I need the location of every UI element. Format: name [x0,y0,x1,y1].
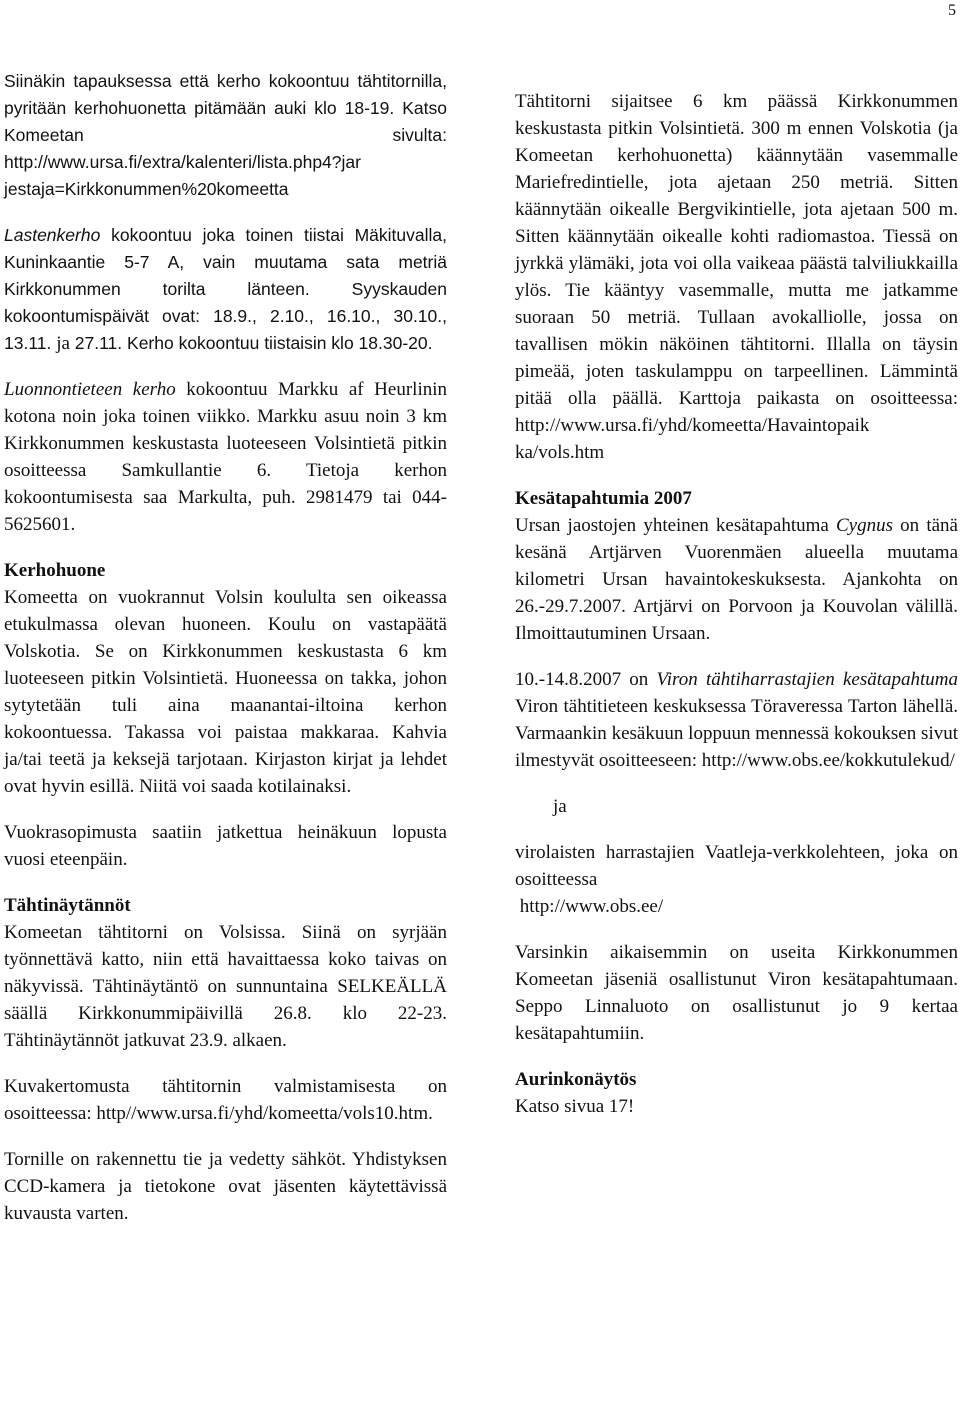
heading-kesatapahtumia: Kesätapahtumia 2007 [515,488,692,509]
paragraph-tahtinaytannot: Komeetan tähtitorni on Volsissa. Siinä on syrjään työnnettävä katto, niin että havaittaessa koko taivas on näkyvissä. Tähtinäytäntö on sunnuntaina SELKEÄLLÄ säällä Kirkkonummipäivillä 26.8. klo 22-23. Tähtinäytännöt jatkuvat 23.9. alkaen. [4,922,447,1051]
paragraph-vuokrasopimus: Vuokrasopimusta saatiin jatkettua heinäkuun lopusta vuosi eteenpäin. [4,822,447,870]
viron-kesatapahtuma-term: Viron tähtiharrastajien kesätapahtuma [656,669,958,690]
paragraph-katso-sivua: Katso sivua 17! [515,1096,635,1117]
paragraph-cygnus: Ursan jaostojen yhteinen kesätapahtuma Cygnus on tänä kesänä Artjärven Vuorenmäen alueella muutama kilometri Ursan havaintokeskuksesta. Ajankohta on 26.-29.7.2007. Artjärvi on Porvoon ja Kouvolan välillä. Ilmoittautuminen Ursaan. [515,515,958,644]
page-number: 5 [948,2,956,19]
paragraph-kerho-times: Siinäkin tapauksessa että kerho kokoontuu tähtitornilla, pyritään kerhohuonetta pitämään auki klo 18-19. Katso Komeetan sivulta: http://www.ursa.fi/extra/kalenteri/lista.php4?jar jestaja=Kirkkonummen%20komeetta [4,71,447,199]
left-column [4,68,447,1227]
luonnontieteen-kerho-term: Luonnontieteen kerho [4,379,176,400]
heading-tahtinaytannot: Tähtinäytännöt [4,895,131,916]
cygnus-term: Cygnus [836,515,893,536]
heading-kerhohuone: Kerhohuone [4,560,106,581]
paragraph-vaatleja: virolaisten harrastajien Vaatleja-verkkolehteen, joka on osoitteessa http://www.obs.ee/ [515,842,958,917]
right-column [515,88,958,1120]
paragraph-kuvakertomus: Kuvakertomusta tähtitornin valmistamisesta on osoitteessa: http//www.ursa.fi/yhd/komeetta/vols10.htm. [4,1076,447,1124]
obs-url: http://www.obs.ee/ [515,896,664,917]
lastenkerho-term: Lastenkerho [4,225,101,245]
paragraph-viron-kesatapahtuma: 10.-14.8.2007 on Viron tähtiharrastajien kesätapahtuma Viron tähtitieteen keskuksessa Töraveressa Tarton lähellä. Varmaankin kesäkuun loppuun mennessä kokouksen sivut ilmestyvät osoitteeseen: http://www.obs.ee/kokkutulekud/ [515,669,958,771]
heading-aurinkonaytos: Aurinkonäytös [515,1069,637,1090]
paragraph-ja: ja [553,796,567,817]
paragraph-kerhohuone: Komeetta on vuokrannut Volsin koululta sen oikeassa etukulmassa olevan huoneen. Koulu on vastapäätä Volskotia. Se on Kirkkonummen keskustasta 6 km luoteeseen pitkin Volsintietä. Huoneessa on takka, johon sytytetään tuli aina maanantai-iltoina kerhon kokoontuessa. Takassa voi paistaa makkaraa. Kahvia ja/tai teetä ja keksejä tarjotaan. Kirjaston kirjat ja lehdet ovat hyvin esillä. Niitä voi saada kotilainaksi. [4,587,447,797]
paragraph-lastenkerho: Lastenkerho kokoontuu joka toinen tiistai Mäkituvalla, Kuninkaantie 5-7 A, vain muutama sata metriä Kirkkonummen torilta länteen. Syyskauden kokoontumispäivät ovat: 18.9., 2.10., 16.10., 30.10., 13.11. ja 27.11. Kerho kokoontuu tiistaisin klo 18.30-20. [4,225,447,354]
paragraph-varsinkin: Varsinkin aikaisemmin on useita Kirkkonummen Komeetan jäseniä osallistunut Viron kesätapahtumaan. Seppo Linnaluoto on osallistunut jo 9 kertaa kesätapahtumiin. [515,942,958,1044]
paragraph-tornille: Tornille on rakennettu tie ja vedetty sähköt. Yhdistyksen CCD-kamera ja tietokone ovat jäsenten käytettävissä kuvausta varten. [4,1149,447,1224]
paragraph-tahtitorni-directions: Tähtitorni sijaitsee 6 km päässä Kirkkonummen keskustasta pitkin Volsintietä. 300 m ennen Volskotia (ja Komeetan kerhohuonetta) käännytään vasemmalle Mariefredintielle, jota ajetaan 250 metriä. Sitten käännytään oikealle Bergvikintielle, jota ajetaan 500 m. Sitten käännytään oikealle kohti radiomastoa. Tiessä on jyrkkä ylämäki, jota voi olla vaikeaa päästä talviliukkailla ylös. Tie kääntyy vasemmalle, mutta me jatkamme suoraan 50 metriä. Tullaan avokalliolle, jossa on tavallisen mökin näköinen tähtitorni. Illalla on täysin pimeää, joten taskulamppu on tarpeellinen. Lämmintä pitää olla päällä. Karttoja paikasta on osoitteessa: http://www.ursa.fi/yhd/komeetta/Havaintopaik ka/vols.htm [515,91,958,463]
paragraph-luonnontieteen-kerho: Luonnontieteen kerho kokoontuu Markku af Heurlinin kotona noin joka toinen viikko. Markku asuu noin 3 km Kirkkonummen keskustasta luoteeseen Volsintietä pitkin osoitteessa Samkullantie 6. Tietoja kerhon kokoontumisesta saa Markulta, puh. 2981479 tai 044-5625601. [4,379,448,535]
